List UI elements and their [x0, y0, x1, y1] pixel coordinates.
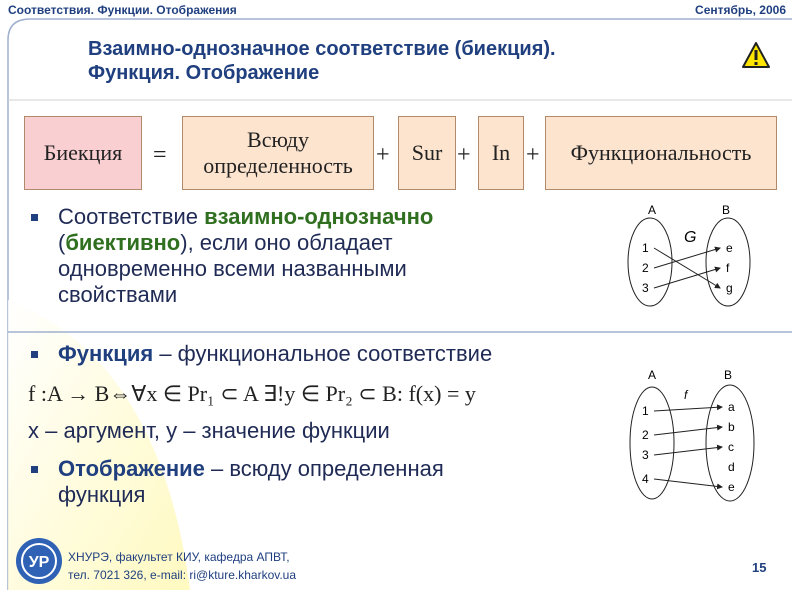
plus-sign-2: + [457, 142, 471, 168]
bullet1-paren: ( [58, 230, 66, 255]
diagram2-b4: d [728, 460, 735, 474]
diagram1-set-a: A [648, 203, 657, 217]
bullet-mapping [58, 456, 618, 508]
diagram1-a3: 3 [642, 281, 649, 295]
bullet-bijection [58, 204, 618, 308]
box-bijection: Биекция [24, 116, 142, 190]
bullet3-text: – всюду определенная [204, 456, 444, 481]
diagram2-a4: 4 [642, 472, 649, 486]
bullet-marker [31, 214, 38, 221]
diagram1-a2: 2 [642, 261, 649, 275]
function-diagram [620, 365, 765, 515]
bullet1-term2: биективно [65, 230, 181, 255]
diagram2-a2: 2 [642, 428, 649, 442]
diagram2-b2: b [728, 420, 735, 434]
warning-icon [741, 41, 771, 69]
box-sur: Sur [398, 116, 456, 190]
plus-sign-1: + [376, 142, 390, 168]
bullet-function [58, 341, 618, 367]
header-right: Сентябрь, 2006 [695, 3, 786, 17]
diagram1-set-b: B [722, 203, 731, 217]
diagram2-set-b: B [724, 368, 733, 382]
page-number: 15 [752, 560, 767, 575]
diagram1-b1: e [726, 241, 733, 255]
footer-line1: ХНУРЭ, факультет КИУ, кафедра АПВТ, [68, 550, 290, 564]
box-total-definiteness [182, 116, 374, 190]
bullet-marker [31, 351, 38, 358]
page-title [88, 37, 556, 85]
title-line-1: Взаимно-однозначное соответствие (биекция). [88, 38, 556, 60]
diagram2-label: f [684, 388, 688, 402]
argument-line: x – аргумент, y – значение функции [28, 418, 390, 443]
footer-info [68, 548, 296, 584]
bullet1-text: Соответствие [58, 204, 205, 229]
bullet1-line3: одновременно всеми названными [58, 256, 407, 281]
diagram1-b3: g [726, 281, 733, 295]
bijection-diagram [620, 200, 760, 320]
diagram2-b1: a [728, 400, 735, 414]
box-functional: Функциональность [545, 116, 777, 190]
bullet1-tail: ), если оно обладает [180, 230, 393, 255]
university-logo [14, 536, 64, 586]
function-formula: f :A → B⇔∀x ∈ Pr₁ ⊂ A ∃!y ∈ Pr₂ ⊂ B: f(x) = y [28, 381, 476, 406]
diagram1-b2: f [726, 261, 730, 275]
bullet1-term: взаимно-однозначно [204, 204, 434, 229]
bullet3-term: Отображение [58, 456, 205, 481]
bullet3-line2: функция [58, 482, 146, 507]
box-in: In [478, 116, 524, 190]
bullet2-text: – функциональное соответствие [153, 341, 493, 366]
plus-sign-3: + [526, 142, 540, 168]
diagram2-a3: 3 [642, 448, 649, 462]
box-total-line2: определенность [203, 153, 353, 178]
diagram2-b3: c [728, 440, 734, 454]
bullet1-line4: свойствами [58, 282, 178, 307]
header-left: Соответствия. Функции. Отображения [8, 3, 237, 17]
equals-sign: = [153, 142, 167, 168]
diagram1-a1: 1 [642, 241, 649, 255]
diagram2-a1: 1 [642, 404, 649, 418]
diagram1-label: G [684, 229, 697, 246]
diagram2-b5: e [728, 480, 735, 494]
logo-text: УР [28, 554, 50, 571]
diagram2-set-a: A [648, 368, 657, 382]
bullet2-term: Функция [58, 341, 154, 366]
bullet-marker [31, 466, 38, 473]
box-total-line1: Всюду [247, 127, 309, 152]
footer-line2: тел. 7021 326, e-mail: ri@kture.kharkov.ua [68, 568, 297, 582]
title-line-2: Функция. Отображение [88, 62, 320, 84]
